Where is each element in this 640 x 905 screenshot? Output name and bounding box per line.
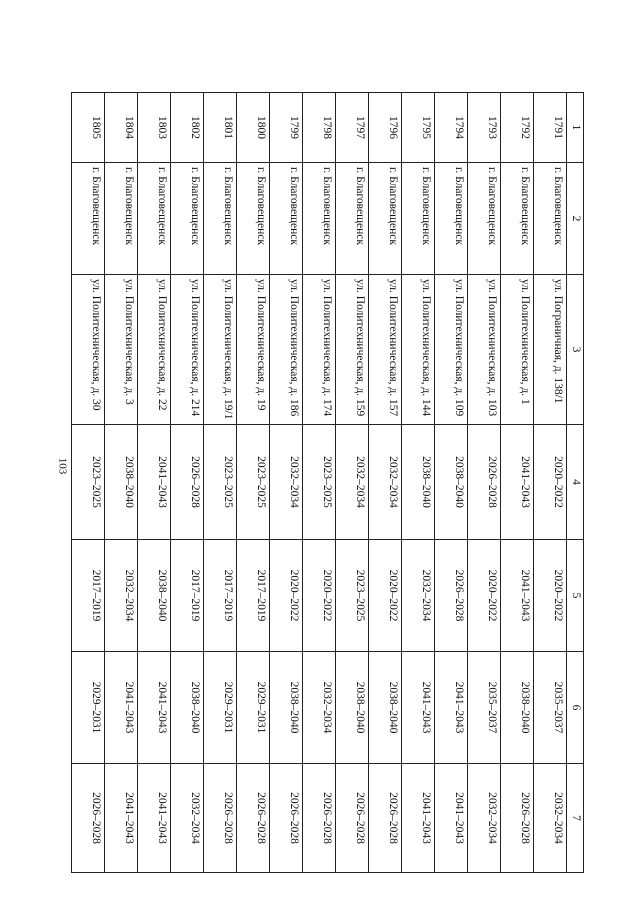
cell-period-col6: 2029–2031 (204, 652, 237, 764)
cell-row-number: 1791 (534, 93, 567, 163)
cell-period-col7: 2026–2028 (501, 764, 534, 873)
table-container (90, 92, 584, 872)
cell-period-col4: 2041–2043 (138, 425, 171, 540)
cell-period-col7: 2032–2034 (534, 764, 567, 873)
cell-period-col6: 2038–2040 (336, 652, 369, 764)
cell-period-col7: 2041–2043 (105, 764, 138, 873)
cell-city: г. Благовещенск (270, 163, 303, 275)
column-header-4: 4 (567, 425, 584, 540)
cell-address: ул. Политехническая, д. 144 (402, 275, 435, 425)
table-row (72, 93, 105, 873)
cell-period-col6: 2038–2040 (171, 652, 204, 764)
cell-city: г. Благовещенск (468, 163, 501, 275)
cell-period-col4: 2026–2028 (171, 425, 204, 540)
cell-row-number: 1792 (501, 93, 534, 163)
cell-period-col5: 2017–2019 (204, 540, 237, 652)
cell-period-col7: 2032–2034 (171, 764, 204, 873)
cell-period-col5: 2038–2040 (138, 540, 171, 652)
cell-row-number: 1799 (270, 93, 303, 163)
cell-period-col6: 2035–2037 (468, 652, 501, 764)
cell-row-number: 1795 (402, 93, 435, 163)
cell-city: г. Благовещенск (435, 163, 468, 275)
cell-address: ул. Политехническая, д. 174 (303, 275, 336, 425)
column-header-6: 6 (567, 652, 584, 764)
cell-period-col5: 2026–2028 (435, 540, 468, 652)
cell-period-col5: 2041–2043 (501, 540, 534, 652)
header-row (567, 93, 584, 873)
cell-period-col5: 2032–2034 (105, 540, 138, 652)
cell-period-col6: 2029–2031 (237, 652, 270, 764)
table-row (105, 93, 138, 873)
cell-period-col6: 2038–2040 (270, 652, 303, 764)
cell-period-col4: 2020–2022 (534, 425, 567, 540)
cell-city: г. Благовещенск (171, 163, 204, 275)
table-row (501, 93, 534, 873)
cell-period-col5: 2020–2022 (270, 540, 303, 652)
column-header-5: 5 (567, 540, 584, 652)
table-row (435, 93, 468, 873)
cell-row-number: 1793 (468, 93, 501, 163)
cell-period-col4: 2038–2040 (402, 425, 435, 540)
page-number: 103 (56, 457, 69, 475)
cell-period-col4: 2023–2025 (72, 425, 105, 540)
cell-period-col5: 2020–2022 (303, 540, 336, 652)
cell-address: ул. Политехническая, д. 22 (138, 275, 171, 425)
cell-period-col4: 2032–2034 (270, 425, 303, 540)
cell-address: ул. Политехническая, д. 157 (369, 275, 402, 425)
cell-period-col6: 2032–2034 (303, 652, 336, 764)
cell-row-number: 1804 (105, 93, 138, 163)
cell-row-number: 1801 (204, 93, 237, 163)
cell-period-col7: 2032–2034 (468, 764, 501, 873)
cell-period-col4: 2023–2025 (237, 425, 270, 540)
cell-address: ул. Политехническая, д. 109 (435, 275, 468, 425)
cell-city: г. Благовещенск (138, 163, 171, 275)
cell-period-col7: 2041–2043 (435, 764, 468, 873)
cell-address: ул. Политехническая, д. 19/1 (204, 275, 237, 425)
cell-row-number: 1805 (72, 93, 105, 163)
cell-city: г. Благовещенск (204, 163, 237, 275)
cell-period-col6: 2038–2040 (369, 652, 402, 764)
cell-period-col5: 2020–2022 (369, 540, 402, 652)
cell-address: ул. Политехническая, д. 19 (237, 275, 270, 425)
table-header (567, 93, 584, 873)
table-row (171, 93, 204, 873)
cell-address: ул. Пограничная, д. 138/1 (534, 275, 567, 425)
cell-period-col7: 2041–2043 (138, 764, 171, 873)
cell-period-col7: 2026–2028 (237, 764, 270, 873)
cell-period-col4: 2032–2034 (336, 425, 369, 540)
cell-period-col4: 2023–2025 (204, 425, 237, 540)
column-header-2: 2 (567, 163, 584, 275)
cell-period-col7: 2041–2043 (402, 764, 435, 873)
table-row (534, 93, 567, 873)
cell-address: ул. Политехническая, д. 1 (501, 275, 534, 425)
cell-address: ул. Политехническая, д. 159 (336, 275, 369, 425)
cell-period-col7: 2026–2028 (72, 764, 105, 873)
table-row (138, 93, 171, 873)
cell-period-col4: 2038–2040 (105, 425, 138, 540)
cell-period-col4: 2041–2043 (501, 425, 534, 540)
cell-period-col7: 2026–2028 (270, 764, 303, 873)
cell-city: г. Благовещенск (237, 163, 270, 275)
table-row (369, 93, 402, 873)
cell-period-col6: 2041–2043 (402, 652, 435, 764)
cell-city: г. Благовещенск (72, 163, 105, 275)
cell-period-col7: 2026–2028 (336, 764, 369, 873)
cell-period-col4: 2038–2040 (435, 425, 468, 540)
cell-city: г. Благовещенск (369, 163, 402, 275)
cell-period-col5: 2020–2022 (468, 540, 501, 652)
cell-address: ул. Политехническая, д. 30 (72, 275, 105, 425)
cell-row-number: 1797 (336, 93, 369, 163)
cell-period-col5: 2032–2034 (402, 540, 435, 652)
cell-period-col5: 2017–2019 (237, 540, 270, 652)
cell-period-col5: 2020–2022 (534, 540, 567, 652)
cell-row-number: 1803 (138, 93, 171, 163)
cell-address: ул. Политехническая, д. 186 (270, 275, 303, 425)
cell-period-col6: 2041–2043 (138, 652, 171, 764)
column-header-7: 7 (567, 764, 584, 873)
cell-city: г. Благовещенск (303, 163, 336, 275)
cell-period-col7: 2026–2028 (204, 764, 237, 873)
table-body (72, 93, 567, 873)
table-row (468, 93, 501, 873)
cell-period-col6: 2041–2043 (435, 652, 468, 764)
table-row (336, 93, 369, 873)
table-row (402, 93, 435, 873)
table-row (303, 93, 336, 873)
table-row (270, 93, 303, 873)
cell-city: г. Благовещенск (105, 163, 138, 275)
cell-period-col4: 2026–2028 (468, 425, 501, 540)
cell-city: г. Благовещенск (336, 163, 369, 275)
cell-period-col4: 2023–2025 (303, 425, 336, 540)
cell-period-col5: 2017–2019 (72, 540, 105, 652)
cell-period-col5: 2017–2019 (171, 540, 204, 652)
cell-city: г. Благовещенск (534, 163, 567, 275)
rotated-table-frame (90, 92, 584, 872)
cell-period-col4: 2032–2034 (369, 425, 402, 540)
cell-address: ул. Политехническая, д. 103 (468, 275, 501, 425)
cell-row-number: 1802 (171, 93, 204, 163)
schedule-table (71, 92, 584, 873)
cell-address: ул. Политехническая, д. 214 (171, 275, 204, 425)
cell-period-col7: 2026–2028 (303, 764, 336, 873)
table-row (204, 93, 237, 873)
table-row (237, 93, 270, 873)
cell-row-number: 1800 (237, 93, 270, 163)
cell-row-number: 1798 (303, 93, 336, 163)
cell-city: г. Благовещенск (402, 163, 435, 275)
cell-city: г. Благовещенск (501, 163, 534, 275)
column-header-3: 3 (567, 275, 584, 425)
cell-period-col6: 2035–2037 (534, 652, 567, 764)
cell-row-number: 1794 (435, 93, 468, 163)
cell-period-col6: 2041–2043 (105, 652, 138, 764)
cell-address: ул. Политехническая, д. 3 (105, 275, 138, 425)
cell-period-col5: 2023–2025 (336, 540, 369, 652)
cell-period-col6: 2029–2031 (72, 652, 105, 764)
cell-period-col6: 2038–2040 (501, 652, 534, 764)
cell-row-number: 1796 (369, 93, 402, 163)
cell-period-col7: 2026–2028 (369, 764, 402, 873)
column-header-1: 1 (567, 93, 584, 163)
